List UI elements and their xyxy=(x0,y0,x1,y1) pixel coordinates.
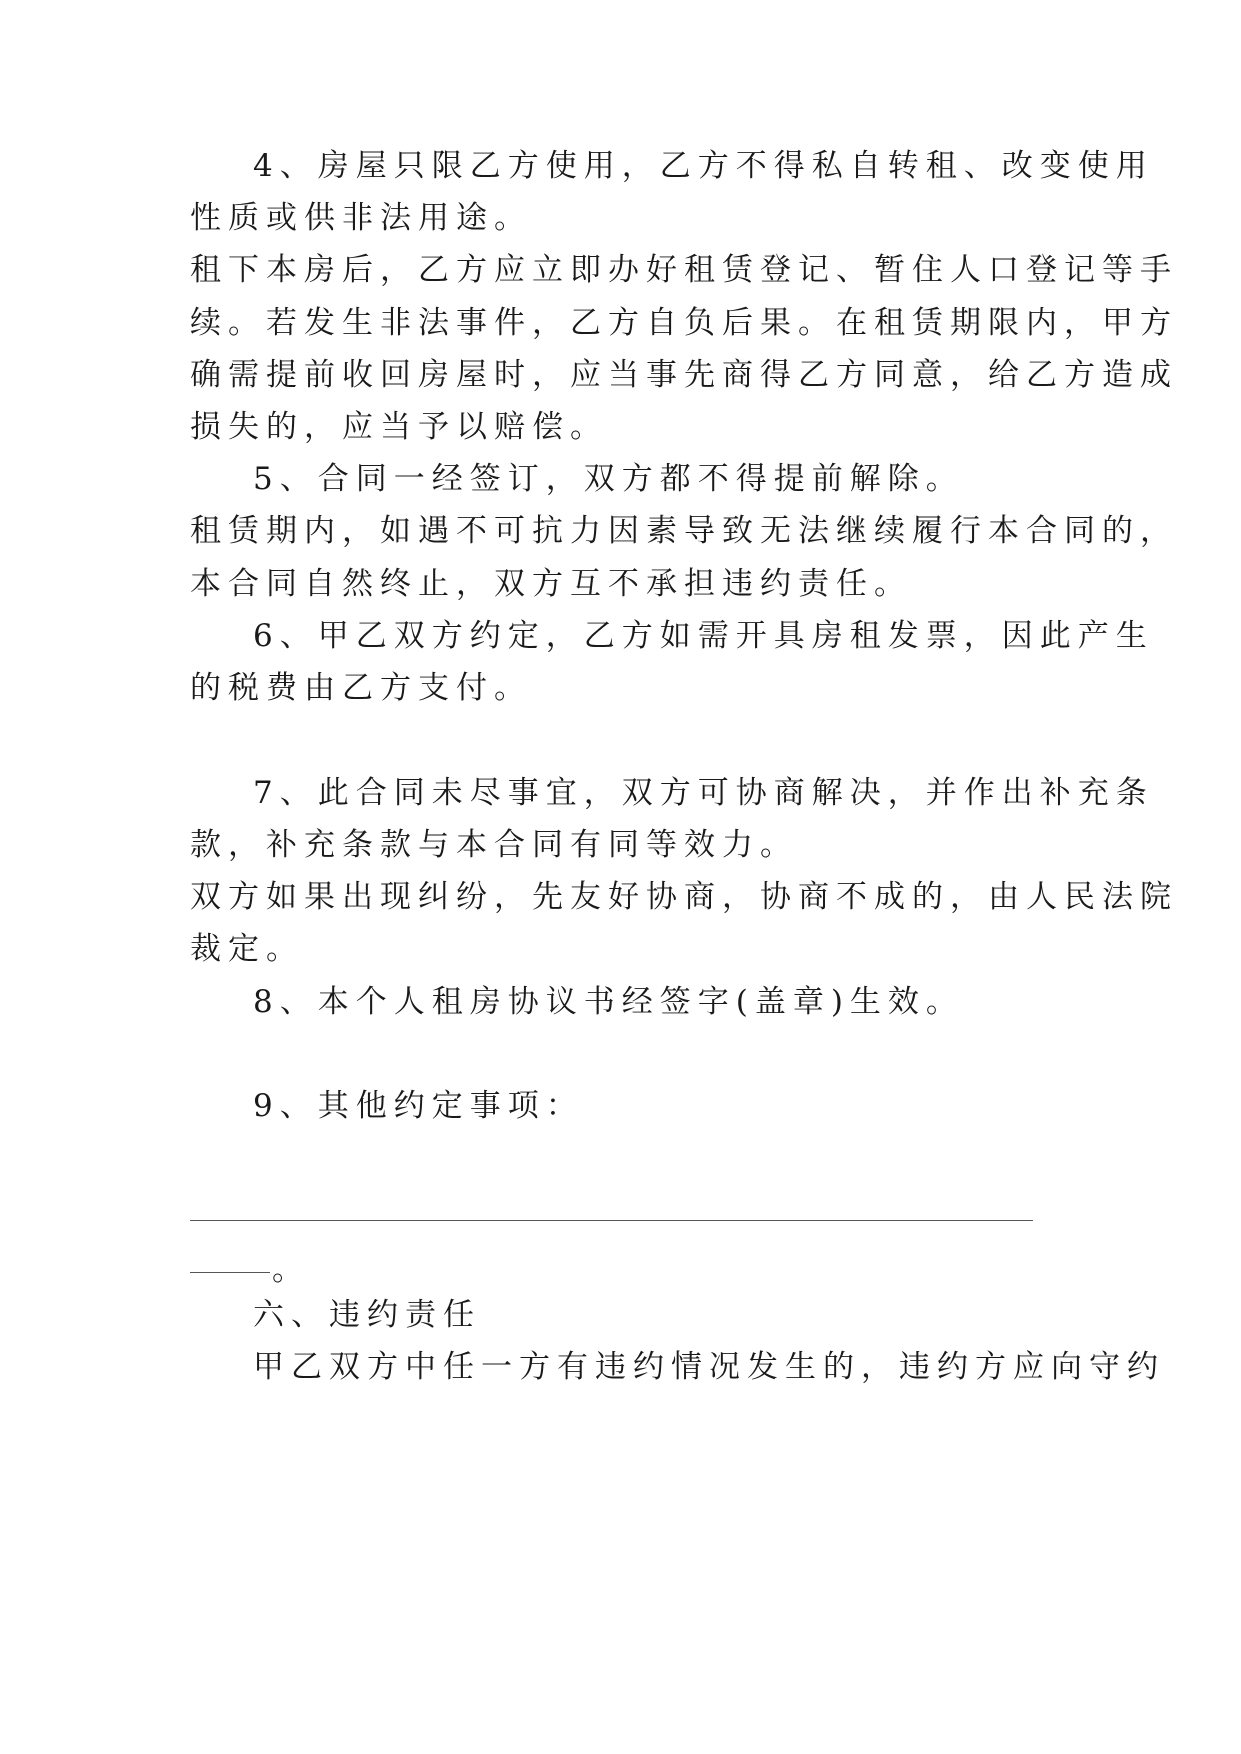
fill-in-blank-line xyxy=(190,1220,1033,1221)
clause-7-detail-line-1: 双方如果出现纠纷，先友好协商，协商不成的，由人民法院 xyxy=(190,879,1178,915)
clause-6-line-2: 的税费由乙方支付。 xyxy=(190,670,532,706)
clause-5-line-1: 5、合同一经签订，双方都不得提前解除。 xyxy=(253,461,964,497)
clause-4-detail-line-2: 续。若发生非法事件，乙方自负后果。在租赁期限内，甲方 xyxy=(190,305,1178,341)
blank-end-period: 。 xyxy=(272,1252,303,1288)
clause-5-detail-line-2: 本合同自然终止，双方互不承担违约责任。 xyxy=(190,566,912,602)
clause-4-line-1: 4、房屋只限乙方使用，乙方不得私自转租、改变使用 xyxy=(253,148,1154,184)
clause-4-line-2: 性质或供非法用途。 xyxy=(190,200,532,236)
clause-4-detail-line-1: 租下本房后，乙方应立即办好租赁登记、暂住人口登记等手 xyxy=(190,252,1178,288)
clause-7-detail-line-2: 裁定。 xyxy=(190,931,304,967)
clause-4-detail-line-3: 确需提前收回房屋时，应当事先商得乙方同意，给乙方造成 xyxy=(190,357,1178,393)
clause-7-line-1: 7、此合同未尽事宜，双方可协商解决，并作出补充条 xyxy=(253,775,1154,811)
clause-6-line-1: 6、甲乙双方约定，乙方如需开具房租发票，因此产生 xyxy=(253,618,1154,654)
section-6-line-1: 甲乙双方中任一方有违约情况发生的，违约方应向守约 xyxy=(253,1349,1165,1385)
section-6-heading: 六、违约责任 xyxy=(253,1297,481,1333)
clause-8-line: 8、本个人租房协议书经签字(盖章)生效。 xyxy=(253,984,964,1020)
clause-4-detail-line-4: 损失的，应当予以赔偿。 xyxy=(190,409,608,445)
clause-9-line: 9、其他约定事项： xyxy=(253,1088,584,1124)
fill-in-blank-short-line xyxy=(190,1272,270,1273)
clause-5-detail-line-1: 租赁期内，如遇不可抗力因素导致无法继续履行本合同的， xyxy=(190,513,1178,549)
clause-7-line-2: 款，补充条款与本合同有同等效力。 xyxy=(190,827,798,863)
